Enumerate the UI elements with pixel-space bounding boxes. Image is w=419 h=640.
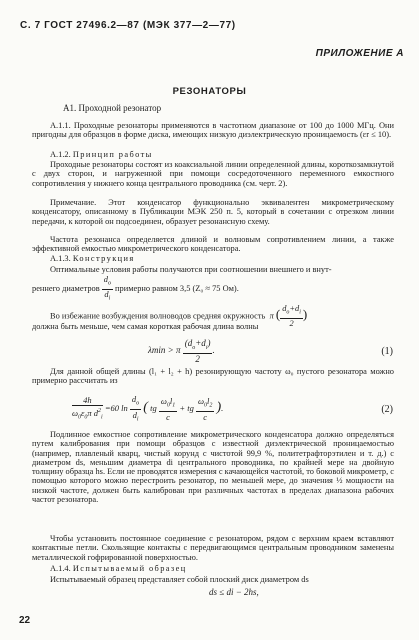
- paragraph-frequency: Частота резонанса определяется длиной и волновым сопротивлением линии, а также эффективной емкостью микрометрического конденсатора.: [32, 235, 394, 254]
- paragraph-given: Для данной общей длины (l₁ + l₂ + h) резонирующую частоту ω₀ пустого резонатора можно примерно рассчитать из: [32, 367, 394, 386]
- paragraph-a12: Проходные резонаторы состоят из коаксиальной линии определенной длины, короткозамкнутой с двух сторон, и нагруженной при помощи сосредоточенного переменного емкостного сопротивления у нижнего конца центрального проводника (см. черт. 2).: [32, 160, 394, 188]
- heading-a14: [50, 564, 412, 573]
- equation-3: ds ≤ di − 2hs,: [209, 587, 259, 597]
- page-title: РЕЗОНАТОРЫ: [172, 86, 247, 97]
- heading-a12: [50, 150, 412, 159]
- paragraph-capacity: Подлинное емкостное сопротивление микрометрического конденсатора должно определяться путем калибрования при помощи образцов с известной диэлектрической проницаемостью (например, плавленый кварц, чистый корунд с чистотой 99,9 %, политетрафторэтилен и т. д.) с диаметром ds, меньшим диаметра di центрального проводника, по крайней мере на двойную толщину образца hs. Если не проводятся измерения с качающейся частотой, то боковой микрометр, с помощью которого можно перестроить резонатор, по меньшей мере, до значения ½ мощности на низкой частоте, должен быть калиброван при различных частотах в пределах диапазона рабочих частот резонатора.: [32, 430, 394, 505]
- heading-a12-number: А.1.2.: [50, 150, 71, 159]
- equation-1-number: (1): [381, 346, 393, 357]
- avoid-text-a: Во избежание возбуждения волноводов средняя окружность: [50, 311, 266, 321]
- heading-a12-text: Принцип работы: [72, 150, 153, 159]
- paragraph-sample: Испытываемый образец представляет собой плоский диск диаметром ds: [50, 575, 309, 584]
- appendix-label: ПРИЛОЖЕНИЕ А: [315, 48, 404, 59]
- optimal-text-b: примерно равном 3,5 (Z₀ ≈ 75 Ом).: [115, 284, 239, 294]
- paragraph-avoid-line1: Во избежание возбуждения волноводов средняя окружность π ( $\frac{d_o+d_i}{2}$ ): [50, 304, 308, 328]
- paragraph-optimal-line2: [32, 275, 394, 303]
- mean-diameter-fraction: $\frac{d_o+d_i}{2}$: [282, 304, 301, 328]
- heading-a13: [50, 254, 412, 263]
- ratio-fraction: $\frac{d_o}{d_i}$: [103, 275, 111, 302]
- equation-2-number: (2): [381, 404, 393, 415]
- heading-a14-number: А.1.4.: [50, 564, 71, 573]
- section-heading-a1: А1. Проходной резонатор: [63, 103, 162, 113]
- equation-1: λmin > π $\frac{(d_o+d_i)}{2}$ .: [148, 338, 215, 364]
- page-number: 22: [19, 615, 31, 626]
- paragraph-a11: А.1.1. Проходные резонаторы применяются в частотном диапазоне от 100 до 1000 МГц. Они пригодны для образцов в форме диска, имеющих низкую диэлектрическую проницаемость (εr ≤ 10).: [32, 121, 394, 140]
- optimal-text-a: реннего диаметров: [32, 284, 100, 294]
- equation-2: $\frac{4h}{\omega_0\varepsilon_0\pi d^2_i}$ =60 ln $\frac{d_o}{d_i}$ ( tg $\frac{\omega_0l_1}{c}$ + tg $\frac{\omega_0l_2}{c}$ ).: [72, 394, 224, 423]
- page-header: С. 7 ГОСТ 27496.2—87 (МЭК 377—2—77): [20, 20, 236, 31]
- heading-a13-number: А.1.3.: [50, 254, 71, 263]
- paragraph-note: Примечание. Этот конденсатор функционально эквивалентен микрометрическому конденсатору, описанному в Публикации МЭК 250 п. 5, который в сочетании с отрезком линии передачи, к которой он подсоединен, образует резонансную схему.: [32, 198, 394, 226]
- heading-a14-text: Испытываемый образец: [72, 564, 187, 573]
- heading-a13-text: Конструкция: [72, 254, 135, 263]
- paragraph-optimal-line1: Оптимальные условия работы получаются при соотношении внешнего и внут-: [50, 265, 332, 274]
- paragraph-avoid-line2: должна быть меньше, чем самая короткая рабочая длина волны: [32, 322, 259, 331]
- paragraph-connection: Чтобы установить постоянное соединение с резонатором, рядом с верхним краем вставляют контактные петли. Скользящие контакты с передвигающимся центральным проводником заменены металлической гофрированной поверхностью.: [32, 534, 394, 562]
- equation-1-lhs: λmin > π: [148, 344, 181, 355]
